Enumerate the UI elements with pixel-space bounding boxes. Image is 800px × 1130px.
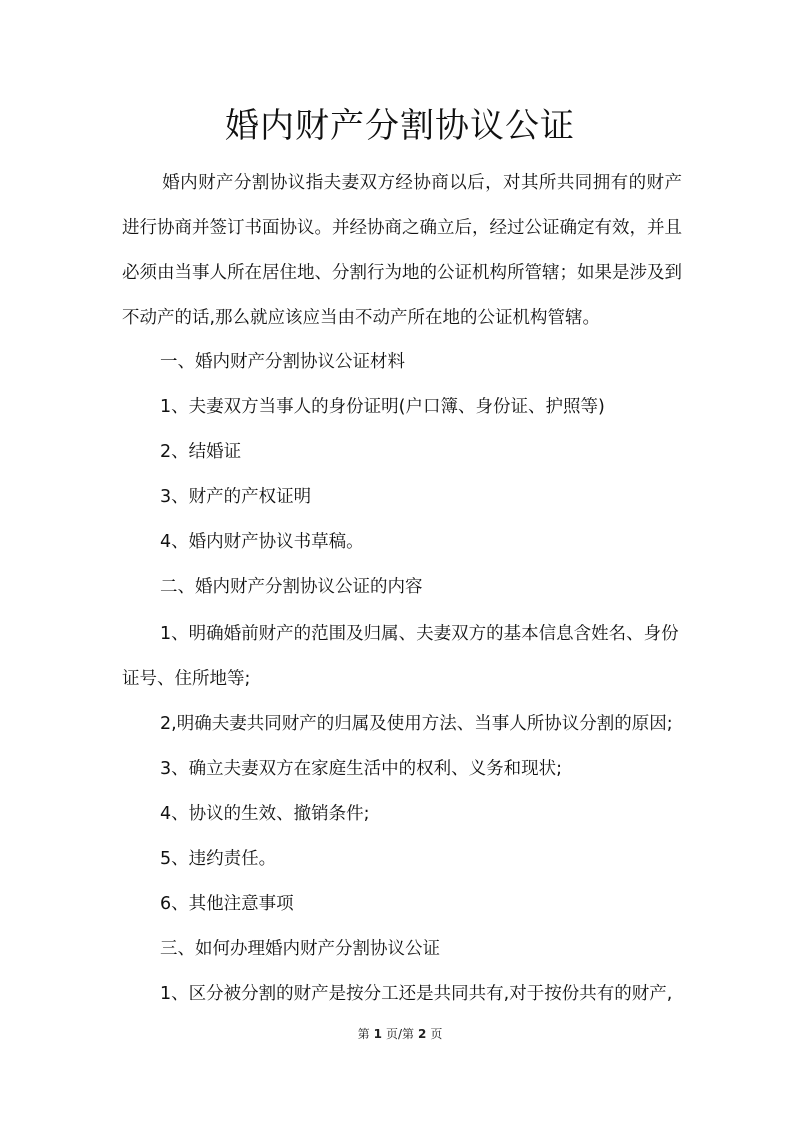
footer-prefix: 第 bbox=[357, 1027, 370, 1041]
list-item: 6、其他注意事项 bbox=[160, 894, 294, 914]
list-item: 4、协议的生效、撤销条件; bbox=[160, 804, 370, 824]
page-footer bbox=[0, 1026, 800, 1042]
list-item: 5、违约责任。 bbox=[160, 849, 277, 869]
list-item: 1、明确婚前财产的范围及归属、夫妻双方的基本信息含姓名、身份 bbox=[160, 624, 679, 644]
section-heading-2: 二、婚内财产分割协议公证的内容 bbox=[160, 577, 423, 597]
section-heading-3: 三、如何办理婚内财产分割协议公证 bbox=[160, 939, 440, 959]
list-item: 1、区分被分割的财产是按分工还是共同共有,对于按份共有的财产, bbox=[160, 984, 673, 1004]
section-heading-1: 一、婚内财产分割协议公证材料 bbox=[160, 352, 405, 372]
footer-page-number: 1 bbox=[373, 1027, 382, 1041]
list-item: 3、财产的产权证明 bbox=[160, 487, 312, 507]
list-item-continuation: 证号、住所地等; bbox=[122, 669, 251, 689]
footer-middle: 页/第 bbox=[385, 1027, 415, 1041]
footer-total-pages: 2 bbox=[418, 1027, 427, 1041]
list-item: 4、婚内财产协议书草稿。 bbox=[160, 532, 364, 552]
intro-paragraph: 婚内财产分割协议指夫妻双方经协商以后，对其所共同拥有的财产进行协商并签订书面协议。并经协商之确立后，经过公证确定有效，并且必须由当事人所在居住地、分割行为地的公证机构所管辖；如果是涉及到不动产的话,那么就应该应当由不动产所在地的公证机构管辖。 bbox=[122, 173, 682, 328]
list-item: 3、确立夫妻双方在家庭生活中的权利、义务和现状; bbox=[160, 759, 563, 779]
footer-suffix: 页 bbox=[430, 1027, 443, 1041]
list-item: 2,明确夫妻共同财产的归属及使用方法、当事人所协议分割的原因; bbox=[160, 714, 673, 734]
page-title: 婚内财产分割协议公证 bbox=[225, 106, 575, 146]
list-item: 1、夫妻双方当事人的身份证明(户口簿、身份证、护照等) bbox=[160, 397, 605, 417]
list-item: 2、结婚证 bbox=[160, 442, 242, 462]
